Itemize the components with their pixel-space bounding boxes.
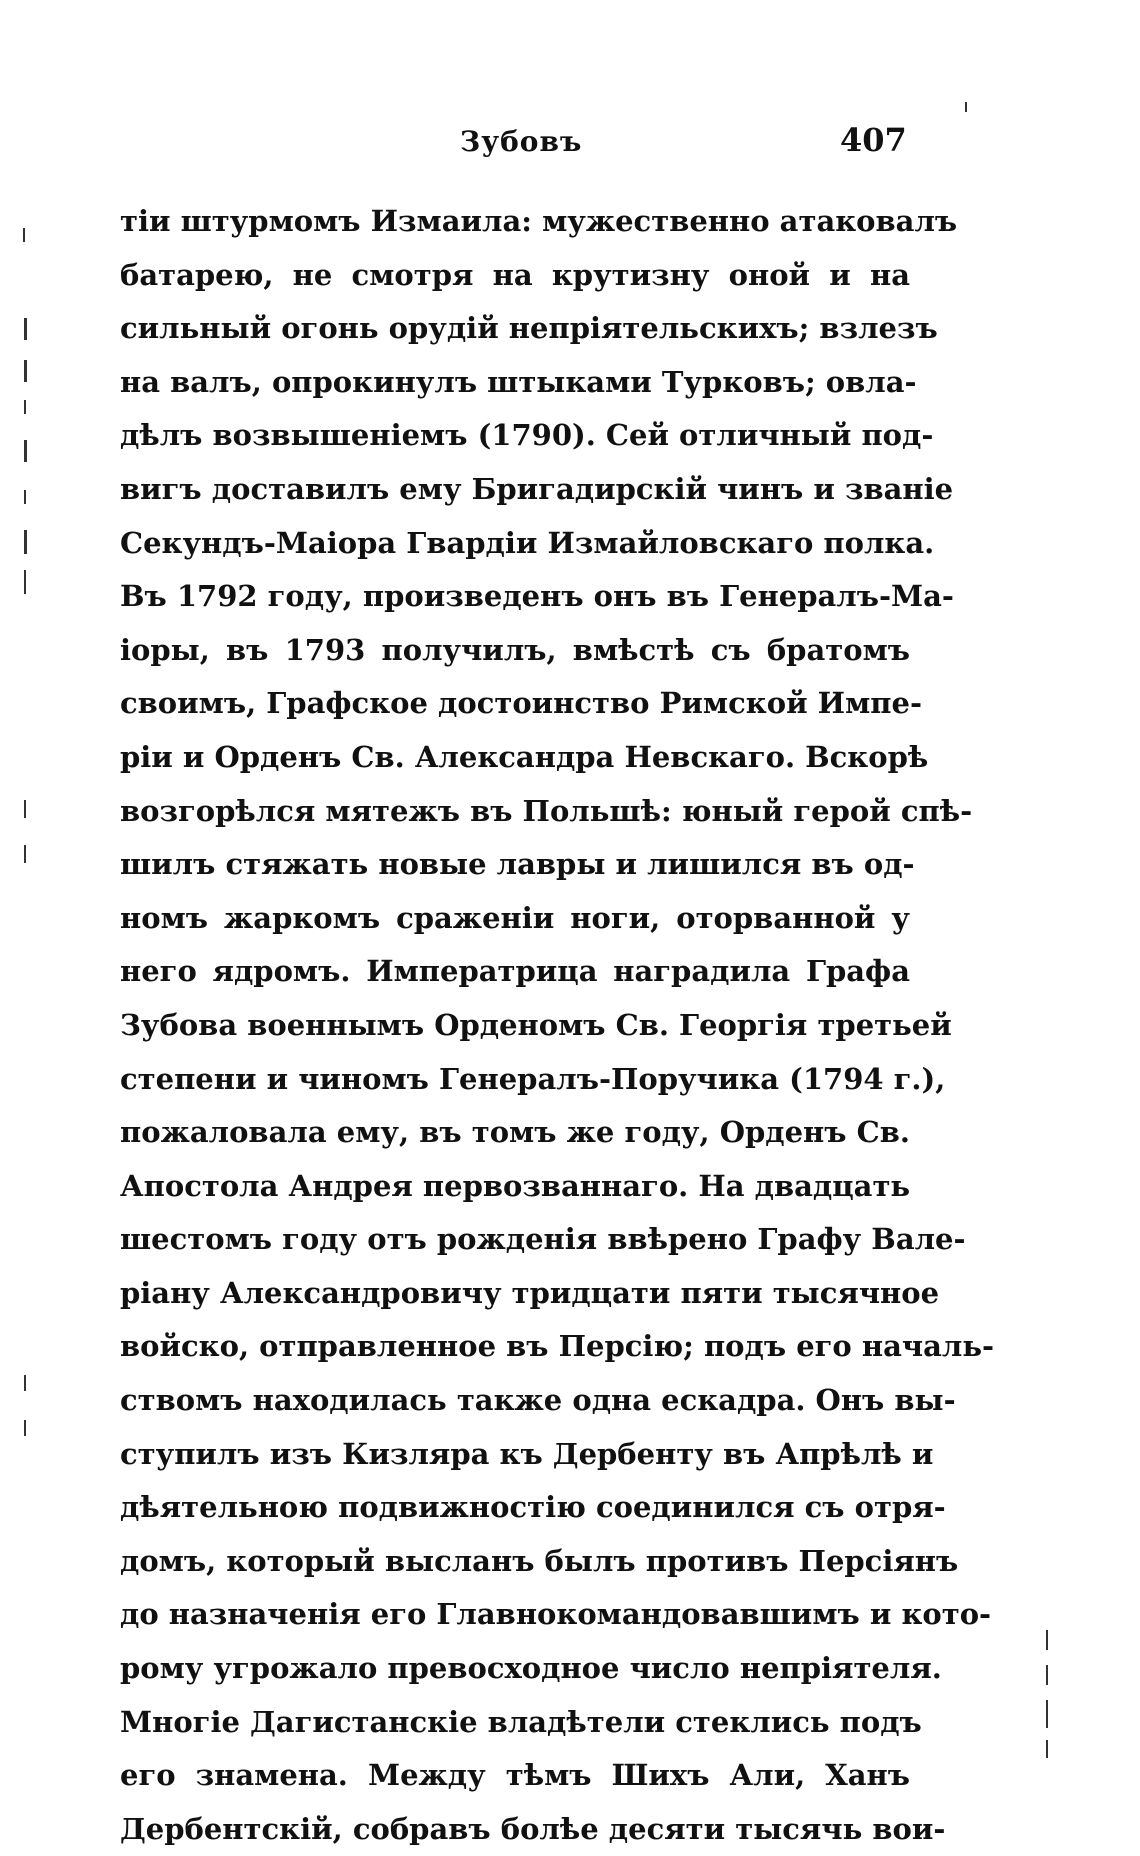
text-line: него ядромъ. Императрица наградила Графа [120,954,910,989]
body-text [120,195,995,1856]
scan-mark [24,800,26,818]
text-line: номъ жаркомъ сраженіи ноги, оторванной у [120,900,910,935]
text-line: шестомъ году отъ рожденія ввѣрено Графу Вале- [120,1222,966,1257]
running-head: Зубовъ [460,125,583,158]
text-line: шилъ стяжать новые лавры и лишился въ од- [120,847,915,882]
text-line: Зубова военнымъ Орденомъ Св. Георгія третьей [120,1007,952,1042]
text-line: ствомъ находилась также одна ескадра. Онъ вы- [120,1383,956,1418]
scan-mark [24,400,26,414]
text-line: Въ 1792 году, произведенъ онъ въ Генералъ-Ма- [120,579,954,614]
text-line: Дербентскій, собравъ болѣе десяти тысячь вои- [120,1811,946,1846]
text-line: іоры, въ 1793 получилъ, вмѣстѣ съ братомъ [120,632,910,667]
text-line: возгорѣлся мятежъ въ Польшѣ: юный герой спѣ- [120,793,973,828]
scan-mark [24,318,27,340]
page-number: 407 [840,121,907,159]
text-line: Многіе Дагистанскіе владѣтели стеклись подъ [120,1704,922,1739]
text-line: до назначенія его Главнокомандовавшимъ и кото- [120,1597,992,1632]
scan-mark [24,490,26,504]
scan-mark [965,102,967,112]
text-line: ріи и Орденъ Св. Александра Невскаго. Вскорѣ [120,739,929,774]
scan-mark [1046,1665,1048,1685]
scan-mark [24,440,27,462]
text-line: войско, отправленное въ Персію; подъ его началь- [120,1329,995,1364]
scan-mark [24,845,26,863]
text-line: дѣлъ возвышеніемъ (1790). Сей отличный под- [120,418,934,453]
page-header [0,121,1140,165]
text-line: пожаловала ему, въ томъ же году, Орденъ Св. [120,1115,910,1150]
text-line: своимъ, Графское достоинство Римской Импе- [120,686,922,721]
scan-mark [24,1420,26,1436]
scan-mark [24,570,26,594]
text-line: Секундъ-Маіора Гвардіи Измайловскаго полка. [120,525,935,560]
scan-mark [24,1375,26,1391]
scan-mark [24,530,27,554]
scan-mark [23,228,25,242]
text-line: его знамена. Между тѣмъ Шихъ Али, Ханъ [120,1758,910,1793]
text-line: тіи штурмомъ Измаила: мужественно атаковалъ [120,204,958,238]
text-line: Апостола Андрея первозваннаго. На двадцать [120,1168,911,1203]
scan-mark [1046,1630,1048,1650]
text-line: дѣятельною подвижностію соединился съ отря- [120,1490,946,1525]
text-line: вигъ доставилъ ему Бригадирскій чинъ и званіе [120,471,954,506]
text-line: степени и чиномъ Генералъ-Поручика (1794 г.), [120,1061,946,1096]
text-line: сильный огонь орудій непріятельскихъ; взлезъ [120,311,938,346]
text-line: ріану Александровичу тридцати пяти тысячное [120,1275,940,1310]
scan-mark [1046,1700,1048,1728]
scan-mark [1046,1740,1048,1758]
scan-mark [24,360,27,382]
text-line: рому угрожало превосходное число непріятеля. [120,1651,942,1686]
text-line: на валъ, опрокинулъ штыками Турковъ; овла- [120,364,917,399]
text-line: батарею, не смотря на крутизну оной и на [120,257,910,292]
text-line: домъ, который высланъ былъ противъ Персіянъ [120,1543,959,1578]
text-line: ступилъ изъ Кизляра къ Дербенту въ Апрѣлѣ и [120,1436,934,1471]
